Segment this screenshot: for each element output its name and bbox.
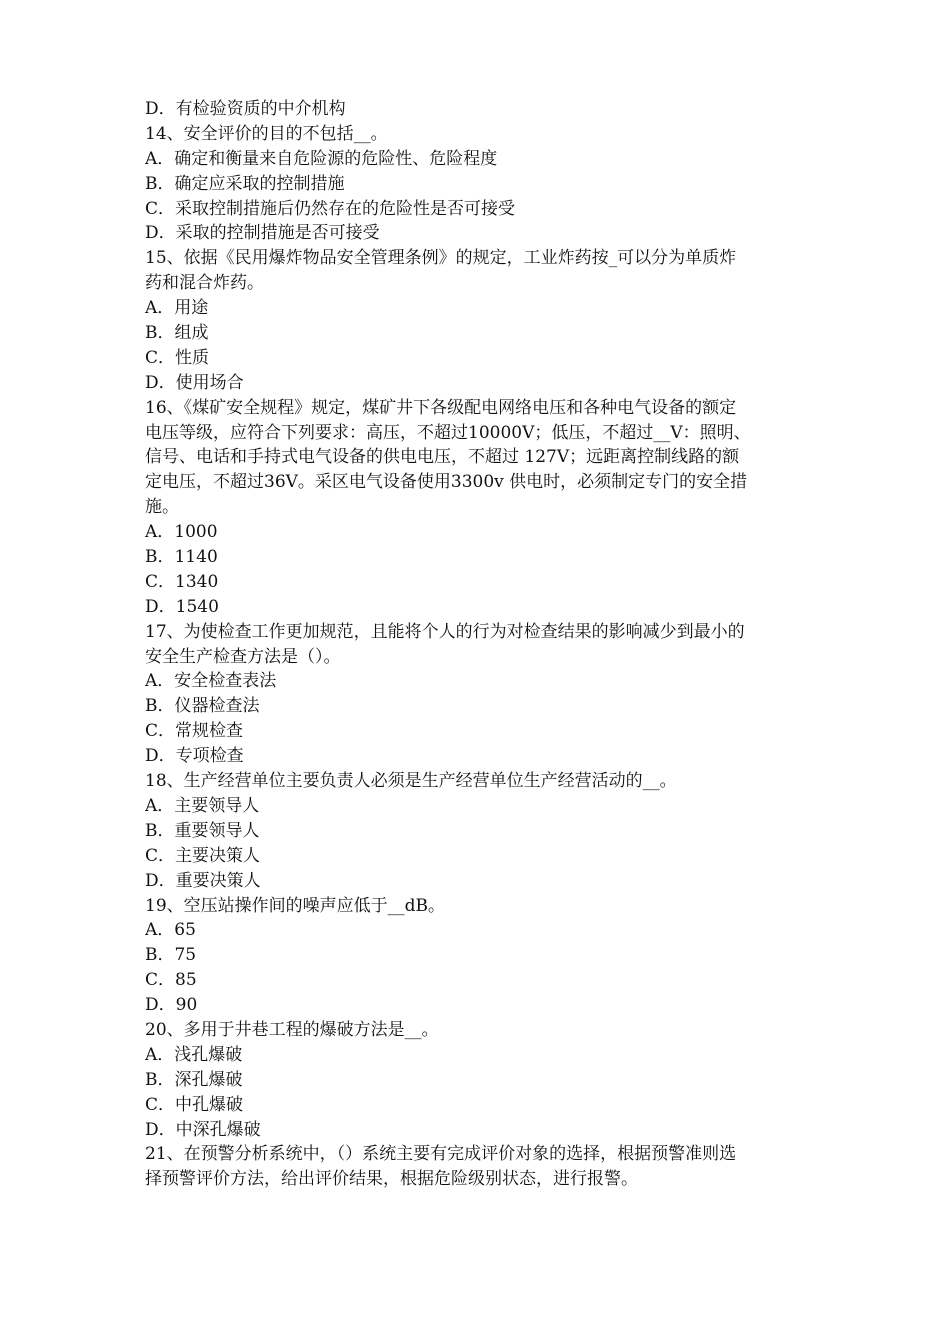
option-a: A．用途 xyxy=(145,298,209,319)
option-d: D．使用场合 xyxy=(145,372,244,393)
option-b: B．深孔爆破 xyxy=(145,1069,243,1090)
option-d: D．专项检查 xyxy=(145,746,244,767)
question-17: 17、为使检查工作更加规范，且能将个人的行为对检查结果的影响减少到最小的 xyxy=(145,621,745,642)
question-19: 19、空压站操作间的噪声应低于__dB。 xyxy=(145,895,446,916)
option-a: A．确定和衡量来自危险源的危险性、危险程度 xyxy=(145,148,498,169)
option-a: A．主要领导人 xyxy=(145,795,260,816)
option-b: B．组成 xyxy=(145,323,209,344)
option-c: C．1340 xyxy=(145,571,219,592)
question-18: 18、生产经营单位主要负责人必须是生产经营单位生产经营活动的__。 xyxy=(145,771,677,792)
option-c: C．性质 xyxy=(145,347,210,368)
option-b: B．75 xyxy=(145,945,197,966)
question-16-cont: 信号、电话和手持式电气设备的供电电压，不超过 127V；远距离控制线路的额 xyxy=(145,447,740,468)
option-a: A．安全检查表法 xyxy=(145,671,277,692)
option-c: C．中孔爆破 xyxy=(145,1094,244,1115)
question-16-cont: 定电压，不超过36V。采区电气设备使用3300v 供电时，必须制定专门的安全措 xyxy=(145,472,748,493)
question-15-cont: 药和混合炸药。 xyxy=(145,273,264,294)
text-line: D．有检验资质的中介机构 xyxy=(145,99,346,119)
option-d: D．采取的控制措施是否可接受 xyxy=(145,223,380,244)
option-a: A．1000 xyxy=(145,522,218,543)
document-page xyxy=(145,97,810,1192)
question-15: 15、依据《民用爆炸物品安全管理条例》的规定，工业炸药按_可以分为单质炸 xyxy=(145,248,737,269)
option-b: B．确定应采取的控制措施 xyxy=(145,173,345,194)
question-14: 14、安全评价的目的不包括__。 xyxy=(145,123,388,144)
option-b: B．1140 xyxy=(145,547,218,568)
question-16-cont: 施。 xyxy=(145,497,179,518)
option-d: D．1540 xyxy=(145,596,219,617)
option-c: C．常规检查 xyxy=(145,721,244,742)
option-d: D．重要决策人 xyxy=(145,870,261,891)
option-b: B．仪器检查法 xyxy=(145,696,260,717)
question-16-cont: 电压等级，应符合下列要求：高压，不超过10000V；低压，不超过__V：照明、 xyxy=(145,422,751,443)
question-20: 20、多用于井巷工程的爆破方法是__。 xyxy=(145,1019,439,1040)
option-a: A．浅孔爆破 xyxy=(145,1044,243,1065)
option-c: C．采取控制措施后仍然存在的危险性是否可接受 xyxy=(145,198,516,219)
option-c: C．主要决策人 xyxy=(145,845,261,866)
option-d: D．90 xyxy=(145,995,198,1016)
option-b: B．重要领导人 xyxy=(145,820,260,841)
question-17-cont: 安全生产检查方法是（）。 xyxy=(145,646,341,667)
option-a: A．65 xyxy=(145,920,196,941)
question-21: 21、在预警分析系统中，（）系统主要有完成评价对象的选择，根据预警准则选 xyxy=(145,1144,737,1165)
question-16: 16、《煤矿安全规程》规定，煤矿井下各级配电网络电压和各种电气设备的额定 xyxy=(145,397,737,418)
question-21-cont: 择预警评价方法，给出评价结果，根据危险级别状态，进行报警。 xyxy=(145,1169,638,1190)
option-c: C．85 xyxy=(145,970,197,991)
option-d: D．中深孔爆破 xyxy=(145,1119,261,1140)
